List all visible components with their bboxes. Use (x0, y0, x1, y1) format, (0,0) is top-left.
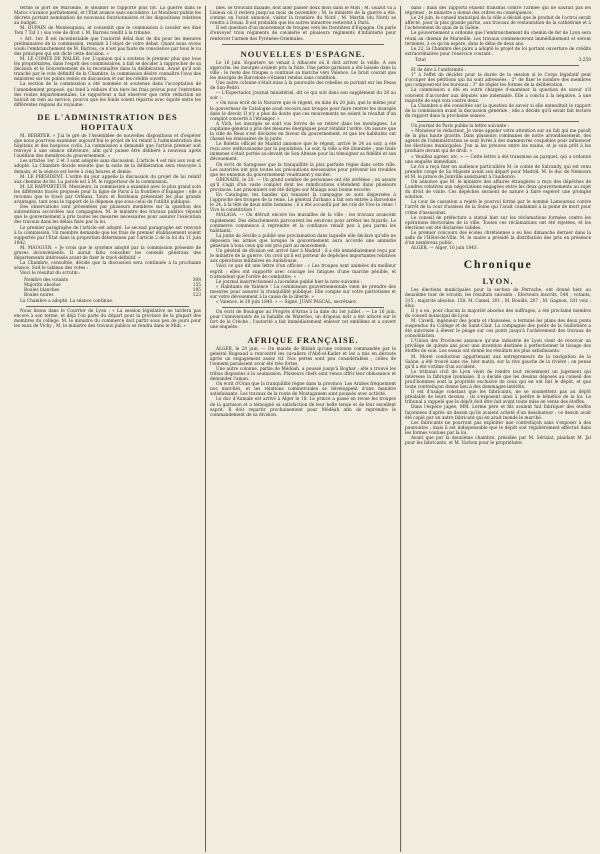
paragraph: Nous lisons dans le Courrier de Lyon : « La session législative ne tardera pas encore à son terme, et déjà l'on parle du départ pour la province de la plupart des membres du collège. M. le ministre du commerce doit partir sous peu de jours pour les eaux de Vichy ; M. le ministre des travaux publics se rendra dans le Midi. » (14, 308, 201, 330)
paragraph: Le journal insurrectionnel a lui-même publié hier la note suivante : (216, 279, 363, 285)
divider (26, 306, 189, 307)
paragraph: Le premier concours des écoles chrétiennes a eu lieu dimanche dernier dans la salle de l'Hôtel-de-Ville. M. le maire a présidé la distribution des prix en présence d'un nombreux public. (405, 230, 591, 247)
paragraph: « Veuillez agréer, etc. » — Cette lettre a été transmise au parquet, qui a ordonné une enquête immédiate. (405, 154, 591, 165)
paragraph: Le roi a reçu hier en audience particulière M. le comte de Salvandy, qui est venu prendre congé de Sa Majesté avant son départ pour Madrid. M. le duc de Nemours et M. le prince de Joinville assistaient à l'audience. (405, 164, 591, 180)
paragraph: Un général de division est arrivé hier à Madrid ; il a été immédiatement reçu par le ministre de la guerre. On croit qu'il est porteur de dépêches importantes relatives aux opérations militaires en Andalousie. (210, 249, 396, 265)
paragraph: Le tribunal civil de Lyon vient de rendre tout récemment un jugement qui intéresse la fabrique lyonnaise. Il a décidé que les dessins déposés au conseil des prud'hommes sont la propriété exclusive de ceux qui en ont fait le dépôt, et que toute contrefaçon donne lieu à des dommages-intérêts. (405, 369, 591, 391)
paragraph: GRENADE, le 20. — Un grand nombre de personnes ont été arrêtées ; on assure qu'il s'agit d'un vaste complot dont les ramifications s'étendent dans plusieurs provinces. Les prisonniers ont été dirigés sur Malaga sous bonne escorte. (210, 177, 396, 193)
paragraph: Dans l'espèce jugée, MM. Lerme père et fils avaient fait fabriquer des étoffes façonnées d'après un dessin qu'ils avaient acheté d'un dessinateur ; ce dessin avait été copié par un autre fabricant qui en avait inondé le marché. (405, 405, 591, 421)
divider (222, 44, 384, 45)
section-heading: AFRIQUE FRANÇAISE. (247, 334, 359, 345)
paragraph: M. MAUGUIN. « Je crois que le système adopté par la commission présente de graves inconvénients. Il aurait fallu consulter les conseils généraux des départements intéressés avant de fixer le tracé définitif. » (14, 245, 201, 262)
paragraph: « Habitants de Valence ! La commission gouvernementale vient de prendre des mesures pour assurer la tranquillité publique. Elle compte sur votre patriotisme et sur votre dévouement à la cause de la liberté. » (210, 284, 396, 300)
section-heading: NOUVELLES D'ESPAGNE. (240, 48, 366, 59)
paragraph: La Chambre a été consultée sur la question de savoir si elle entendrait le rapport de la commission avant la discussion générale ; elle a décidé qu'il serait fait lecture du rapport dans la prochaine séance. (405, 103, 591, 119)
paragraph: MALAGA. — On détruit encore les murailles de la ville ; les travaux avancent rapidement. Des détachements parcourent les environs pour arrêter les fuyards. Le commerce commence à reprendre et la confiance renaît peu à peu parmi les habitants. (210, 213, 396, 234)
subheading: Et de dire à l'uniformité : (411, 68, 467, 74)
paragraph: « Monsieur le rédacteur, Je viens appeler votre attention sur un fait qui me paraît de la plus haute gravité. Dans plusieurs communes de notre arrondissement, des agents de l'administration se sont livrés à des manœuvres coupables pour influencer les élections municipales. J'en ai les preuves entre les mains, et je suis prêt à les produire devant qui de droit. » (405, 129, 591, 155)
paragraph: On écrit d'Oran que la tranquillité règne dans la province. Les Arabes fréquentent nos marchés, et les relations commerciales se développent d'une manière satisfaisante. Les travaux de la route de Mostaganem sont poussés avec activité. (210, 382, 396, 398)
paragraph: 1° à l'effet de décider pour la durée de la session si le Corps législatif peut s'occuper des pétitions qui lui sont adressées ; 2° de fixer le nombre des membres qui composeront les bureaux ; 3° de régler les formes de la délibération. (405, 73, 591, 89)
paragraph: Les fabricants ne pourront pas exploiter une contrefaçon sans s'exposer à des poursuites ; mais il est indispensable que le dépôt soit régulièrement effectué dans les formes voulues par la loi. (405, 420, 591, 436)
paragraph: ferme le port de Marseille, le steamer le rapporte plus tôt. La guerre dans le Maroc s'avance parfaitement, et l'Etat avance sans encombre. Le Moniteur publie les décrets portant nomination de nouveaux fonctionnaires et les dispositions relatives au budget. (14, 6, 201, 27)
paragraph: La junte de Séville a publié une proclamation dans laquelle elle déclare qu'elle ne déposera les armes que lorsque le gouvernement aura accordé une amnistie générale à tous ceux qui ont pris part au mouvement. (210, 233, 396, 250)
table-row: Boules blanches 185 (24, 287, 201, 293)
paragraph: « On nous écrit de la Navarre que le régent, en date du 20 juin, que le même jour le gouverneur de Catalogne avait recours aux troupes pour faire rentrer les insurgés dans le devoir. Il n'y a plus de doute que ces mouvements ne soient le résultat d'un complot concerté à l'étranger. » (210, 101, 396, 122)
paragraph: Des observations sont présentées par plusieurs membres sur la question des subventions accordées aux compagnies. M. le ministre des travaux publics répond que le gouvernement a pris toutes les mesures nécessaires pour assurer l'exécution des travaux dans les délais fixés par la loi. (14, 205, 201, 226)
paragraph: Il est d'usage constant que les fabricants, ne se soumettent pas au dépôt préalable de leurs dessins ; ils s'exposent ainsi à perdre le bénéfice de la loi. Le tribunal a rappelé que le dépôt doit être fait avant toute mise en vente des étoffes. (405, 390, 591, 406)
paragraph: La section de la commission a été nommée et soutenue dans l'acceptation de l'amendement proposé, qui tend à réduire d'un tiers les frais prévus pour l'entretien des routes départementales. Le rapporteur a fait observer que cette réduction ne nuirait en rien au service, pourvu que les fonds soient répartis avec équité entre les différentes régions du royaume. (14, 82, 201, 108)
paragraph: M. BERRYER. « J'ai le gré de l'Assemblée de nouvelles dispositions et d'espérer que nous pourrons examiner aujourd'hui le projet de loi relatif à l'administration des hôpitaux et des hospices civils. La commission a demandé que l'article premier soit renvoyé à une séance ultérieure, afin qu'il puisse être délibéré à nouveau après l'audition des membres du gouvernement. » (14, 133, 201, 160)
paragraph: Le premier paragraphe de l'article est adopté. Le second paragraphe est renvoyé à la commission. Un membre demande que les frais de premier établissement soient supportés par l'Etat dans la proportion déterminée par l'article 2 de la loi du 11 juin 1842. (14, 225, 201, 246)
lyon-heading: LYON. (482, 276, 514, 287)
paragraph: Une autre colonne s'était mise à la poursuite des rebelles se portant sur les Pesas de San-Pedro. (210, 81, 396, 92)
paragraph: Le 22, la Chambre des pairs a adopté le projet de loi portant ouverture de crédits extraordinaires pour l'exercice courant : (405, 46, 591, 57)
paragraph: M. DUPAIN de Montesquiou, et consentit que le commission à cavaler ses dixé Tom 7 Taf 1 ( sus vole de droit ). M. Barrois rendit à la tribune. (14, 26, 201, 37)
paragraph: Voici ce que dit une lettre d'un officier : « Les troupes sont animées du meilleur esprit ; elles ont supporté avec courage les fatigues d'une marche pénible, et n'attendent que l'ordre de combattre. » (210, 264, 396, 280)
column-container (10, 6, 596, 852)
paragraph: ALGER, le 20 juin. — On mande de Blidah qu'une colonne commandée par le général Bugeaud a rencontré les cavaliers d'Abd-el-Kader et les a mis en déroute après un engagement assez vif. Nos pertes sont peu considérables ; celles de l'ennemi paraissent avoir été très fortes. (210, 346, 396, 367)
paragraph: Le conseil de préfecture a statué hier sur les réclamations formées contre les opérations électorales de la ville. Toutes ces réclamations ont été rejetées, et les élections ont été déclarées valides. (405, 215, 591, 231)
paragraph: La Chambre, consultée, décide que la discussion sera continuée à la prochaine séance. Suit le tableau des votes : (14, 261, 201, 272)
paragraph: Le 24 juin, le conseil municipal de la ville a décidé que le produit de l'octroi serait affecté, pour la plus grande partie, aux travaux de restauration de la cathédrale et à l'achèvement du quai de la Saône. (405, 16, 591, 32)
table-row: Nombre des votants 308 (24, 277, 201, 283)
column-middle (205, 6, 400, 852)
paragraph: Le 16 juin. Espartero ne venait à Albacete où il doit arriver la veille. A son approche, les insurgés avaient pris la fuite. Une petite garnison a été laissée dans la ville ; le reste des troupes a continué sa marche vers Valence. Le bruit courait que les insurgés de Barcelone s'étaient rendus sans condition. (210, 60, 396, 81)
column-right (400, 6, 595, 852)
paragraph: — L'Espectador, journal ministériel, dit ce qui suit dans son supplément du 28 au soir : (210, 91, 396, 102)
paragraph: La cour de cassation a rejeté le pourvoi formé par le nommé Lamoureux contre l'arrêt de la cour d'assises de la Seine qui l'avait condamné à la peine de mort pour crime d'assassinat. (405, 200, 591, 216)
section-heading: DE L'ADMINISTRATION DES HOPITAUX (37, 111, 178, 132)
paragraph: Il est question d'un mouvement de troupes vers les frontières d'Espagne. On parle d'envoyer trois régiments de cavalerie et plusieurs régiments d'infanterie pour renforcer l'armée des Pyrénées-Orientales. (210, 26, 396, 42)
paragraph: Le Boletin officiel de Madrid annonce que le régent, arrivé le 24 au soir, a été reçu avec enthousiasme par la population. Le soir, la ville a été illuminée ; une foule immense s'était portée au-devant de Son Altesse pour lui témoigner sa fidélité et son dévouement. (210, 142, 396, 163)
divider (417, 65, 579, 66)
paragraph: On écrit de Boulogne au Progrès d'Arras à la date du 1er juillet : — Le 16 juin, pour l'anniversaire de la bataille de Waterloo, un drapeau noir a été arboré sur le fort de la Crèche ; l'autorité a fait immédiatement enlever cet emblème et a ouvert une enquête. (210, 310, 396, 331)
paragraph: Les élections municipales pour la section de Perrache, ont donné hier, au deuxième tour de scrutin, les résultats suivants : Electeurs inscrits, 548 ; votants, 315 ; majorité absolue, 158. M. Camel, 201 ; M. Bouillé, 207 ; M. Gagnon, 181 voix ; élus. (405, 288, 591, 309)
paragraph: Le duc d'Aumale est arrivé à Alger le 18. Le prince a passé en revue les troupes de la garnison et a témoigné sa satisfaction de leur belle tenue et de leur excellent esprit. Il doit repartir prochainement pour Médéah afin de reprendre le commandement de sa division. (210, 397, 396, 418)
vote-table (14, 278, 201, 298)
paragraph: Il y a eu, pour chacun la majorité absolue des suffrages, a été proclamé membre du conseil municipal de Lyon. (405, 308, 591, 319)
paragraph: A Vich, les insurgés se sont vus forcés de se retirer dans les montagnes. Le capitaine-général a pris des mesures énergiques pour rétablir l'ordre. On assure que la ville de Reus s'est déclarée en faveur du gouvernement, et que les habitants ont chassé les émissaires de la junte. (210, 121, 396, 143)
paragraph: L'Union des Provinces annonce qu'une industrie de Lyon vient de recevoir un privilège de quinze ans pour une invention destinée à perfectionner le tissage des étoffes de soie. Les essais ont donné les résultats les plus satisfaisants. (405, 339, 591, 355)
paragraph: Les articles 1er, 2 et 3 sont adoptés sans discussion. L'article 4 est mis aux voix et adopté. La Chambre décide ensuite que la suite de la délibération sera renvoyée à demain, et la séance est levée à cinq heures et demie. (14, 159, 201, 175)
table-row: Majorité absolue 155 (24, 282, 201, 288)
credit-table (405, 58, 591, 63)
paragraph: Avant que par la deuxième chambre, présidée par M. Sériziat, plaidant M. Jal pour les fabricants, et M. Vachon pour le propriétaire. (405, 436, 591, 447)
table-title: Voici le résultat du scrutin : (20, 271, 81, 277)
subheading: Un journal de Paris publie la lettre suivante : (411, 123, 510, 129)
paragraph: « Valence, le 20 juin 1843. » — Signé, JUAN PASCAL, secrétaire. (216, 300, 358, 306)
paragraph: En Catalogne, les bandes qui tenaient la campagne se sont dispersées à l'approche des troupes de la reine. Le général Zurbano a fait son entrée à Barcelone le 24, à la tête de deux mille hommes ; il a été accueilli par les cris de Vive la reine ! Vive la constitution ! (210, 193, 396, 214)
dateline: ALGER. — Alger, 16 juin 1843. (411, 246, 478, 252)
paragraph: M. LE RAPPORTEUR. Messieurs, la commission a examiné avec le plus grand soin les différents tracés proposés pour la ligne de Paris à la frontière d'Espagne ; elle a reconnu que le tracé par Orléans, Tours et Bordeaux présentait les plus grands avantages, tant sous le rapport de la dépense que sous celui de l'utilité publique. (14, 184, 201, 206)
paragraph: On annonce que M. le ministre des affaires étrangères a reçu des dépêches de Londres relatives aux négociations engagées entre les deux gouvernements au sujet du droit de visite. Ces dépêches seraient de nature à faire espérer une prompte solution. (405, 180, 591, 201)
divider (417, 121, 579, 122)
table-row: Total 3,259 (415, 57, 591, 63)
paragraph: bles, se trouvant malade, doit aller passer deux mois dans le Midi ; M. Guizot va à Lisieux où il restera jusqu'au mois de novembre ; M. le ministre de la guerre a été, comme on l'avait annoncé, visiter la frontière du Nord ; M. Martin (du Nord) se rendra à Douai. Il est probable que les autres ministres resteront à Paris. (210, 6, 396, 27)
table-row: Boules noires 123 (24, 292, 201, 298)
paragraph: La commission a été en outre chargée d'examiner la question de savoir s'il convient d'accorder aux députés une indemnité. Elle a conclu à la négative, à une majorité de sept voix contre deux. (405, 88, 591, 104)
paragraph: Le gouvernement a ordonné que l'embranchement du chemin de fer de Lyon sera réuni au chemin de Marseille. Les travaux commenceront immédiatement et seront terminés, à ce qu'on espère, dans le délai de deux ans. (405, 31, 591, 47)
paragraph: M. LE PRÉSIDENT. L'ordre du jour appelle la discussion du projet de loi relatif aux chemins de fer. La parole est à M. le rapporteur de la commission. (14, 174, 201, 185)
paragraph: dans ; mais des rapports etaient transmis contre l'armée qui ne saurait pas les réprimer ; le ministre a donné des ordres en conséquence. (405, 6, 591, 17)
paragraph: « Art. 1er. Il est incontestable que l'autorité délai faut de dix pour les mesures préliminaires de la commission, rendant à l'objet de votre débat. Quant nous avons voulu l'embranchement de M. Barrois, ce n'est pas faute de conscience par tous le vu des principes qui ont dicté cette décision. » (14, 36, 201, 57)
chronique-heading: Chronique (463, 257, 533, 272)
paragraph: M. LE COMTE DE WALSH. 1er. L'opinion qui a soutenu le premier plus que tous lés propriétaires, dans l'esprit des commissaires, a fait se décider à rapprocher de sa décision et le Gouvernement de la reconnaître dans la délibération. Avant qu'il soit tranché par le vote définitif de la Chambre, la commission désire connaître l'avis des ministres sur les points restés en discussion et sur les crédits ouverts. (14, 56, 201, 83)
column-left (10, 6, 205, 852)
paragraph: La Chambre a adopté. La séance continue. (20, 298, 114, 304)
divider (222, 307, 384, 308)
paragraph: M. Morel conducteur appartenant aux entrepreneurs de la navigation de la Saône, a été trouvé sans vie, hier matin, sur la rive gauche de la rivière ; on pense qu'il a été victime d'un accident. (405, 354, 591, 370)
paragraph: Une autre colonne, partie de Médéah, a poussé jusqu'à Boghar ; elle a trouvé les tribus disposées à la soumission. Plusieurs chefs sont venus offrir leur obéissance et demander l'aman. (210, 366, 396, 383)
paragraph: M. Cavelli, ingénieur des ponts et chaussées, a terminé les plans des deux ponts suspendus du Collège et de Saint-Clair. La compagnie des ponts de la Guillotière a été autorisée à élever le péage sur ces ponts jusqu'à l'achèvement des travaux de consolidation. (405, 318, 591, 340)
paragraph: On écrit de Saragosse que la tranquillité la plus parfaite règne dans cette ville. Les autorités ont pris toutes les précautions nécessaires pour prévenir les troubles que les ennemis du gouvernement voudraient y exciter. (210, 162, 396, 178)
